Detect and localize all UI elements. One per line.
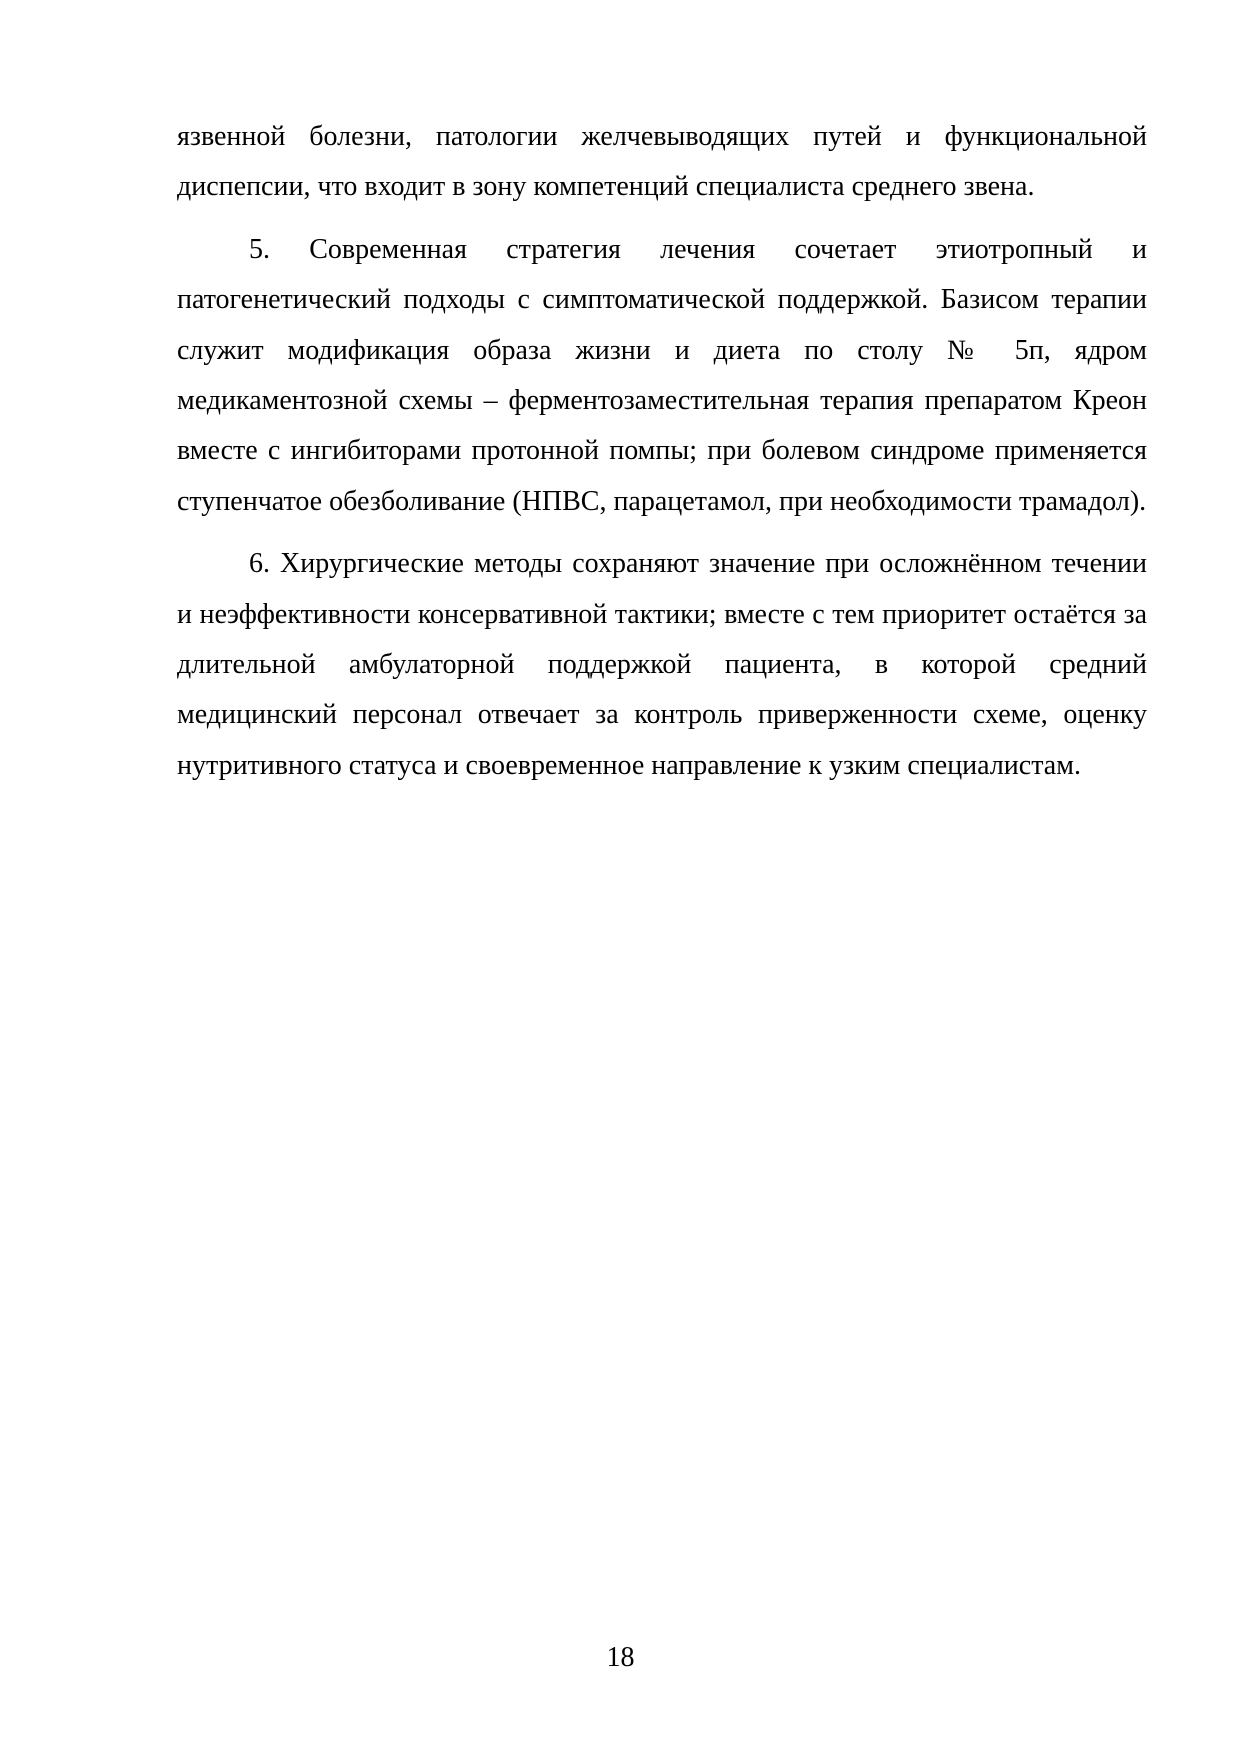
page-number: 18 [606, 1642, 635, 1673]
paragraph-item-5: 5. Современная стратегия лечения сочетает этиотропный и патогенетический подходы с симптоматической поддержкой. Базисом терапии служит модификация образа жизни и диета по столу № 5п, ядром медикаментозной схемы – ферментозаместительная терапия препаратом Креон вместе с ингибиторами протонной помпы; при болевом синдроме применяется ступенчатое обезболивание (НПВС, парацетамол, при необходимости трамадол). [177, 233, 1147, 517]
paragraph-item-6: 6. Хирургические методы сохраняют значение при осложнённом течении и неэффективности консервативной тактики; вместе с тем приоритет остаётся за длительной амбулаторной поддержкой пациента, в которой средний медицинский персонал отвечает за контроль приверженности схеме, оценку нутритивного статуса и своевременное направление к узким специалистам. [177, 548, 1147, 781]
body-text [177, 112, 1147, 791]
paragraph-continuation: язвенной болезни, патологии желчевыводящих путей и функциональной диспепсии, что входит в зону компетенций специалиста среднего звена. [177, 121, 1147, 203]
